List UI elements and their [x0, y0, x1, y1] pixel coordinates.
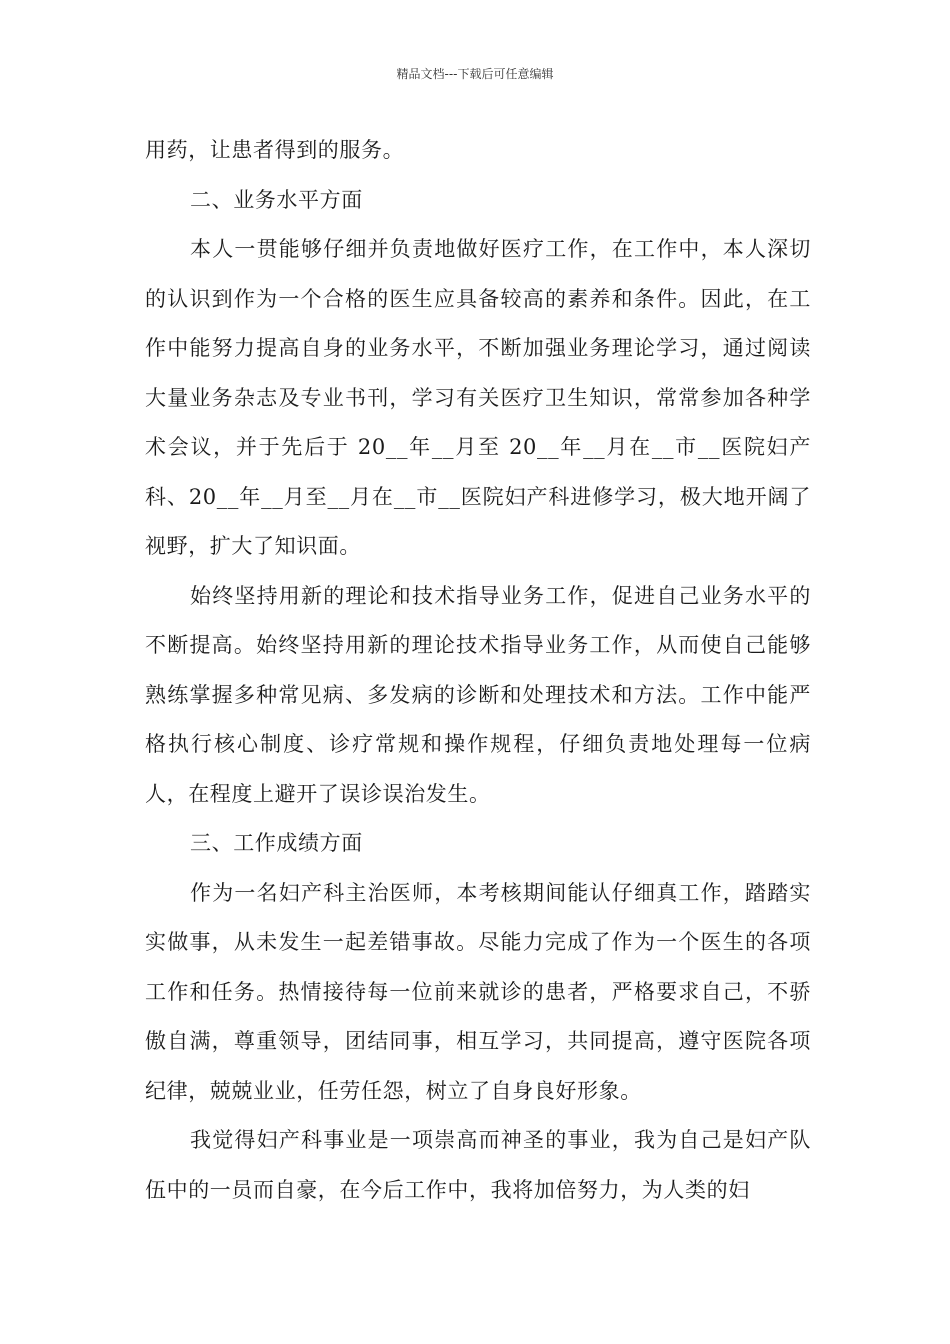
page-header: 精品文档---下载后可任意编辑 [396, 67, 554, 81]
paragraph-work-achievements: 作为一名妇产科主治医师，本考核期间能认仔细真工作，踏踏实实做事，从未发生一起差错事故。尽能力完成了作为一个医生的各项工作和任务。热情接待每一位前来就诊的患者，严格要求自己，不骄傲自满，尊重领导，团结同事，相互学习，共同提高，遵守医院各项纪律，兢兢业业，任劳任怨，树立了自身良好形象。 [145, 880, 811, 1103]
paragraph-new-theory: 始终坚持用新的理论和技术指导业务工作，促进自己业务水平的不断提高。始终坚持用新的理论技术指导业务工作，从而使自己能够熟练掌握多种常见病、多发病的诊断和处理技术和方法。工作中能严格执行核心制度、诊疗常规和操作规程，仔细负责地处理每一位病人，在程度上避开了误诊误治发生。 [145, 583, 811, 806]
paragraph-business-level: 本人一贯能够仔细并负责地做好医疗工作，在工作中，本人深切的认识到作为一个合格的医生应具备较高的素养和条件。因此，在工作中能努力提高自身的业务水平，不断加强业务理论学习，通过阅读大量业务杂志及专业书刊，学习有关医疗卫生知识，常常参加各种学术会议，并于先后于 20__年__月至 20__年__月在__市__医院妇产科、20__年__月至__月在__市__医院妇产科进修学习，极大地开阔了视野，扩大了知识面。 [145, 237, 811, 558]
section-heading-work-achievements: 三、工作成绩方面 [190, 831, 363, 855]
document-body [145, 126, 811, 1215]
paragraph-career-pride: 我觉得妇产科事业是一项崇高而神圣的事业，我为自己是妇产队伍中的一员而自豪，在今后工作中，我将加倍努力，为人类的妇 [145, 1128, 811, 1202]
section-heading-business-level: 二、业务水平方面 [190, 187, 363, 212]
paragraph-continuation: 用药，让患者得到的服务。 [145, 138, 405, 162]
